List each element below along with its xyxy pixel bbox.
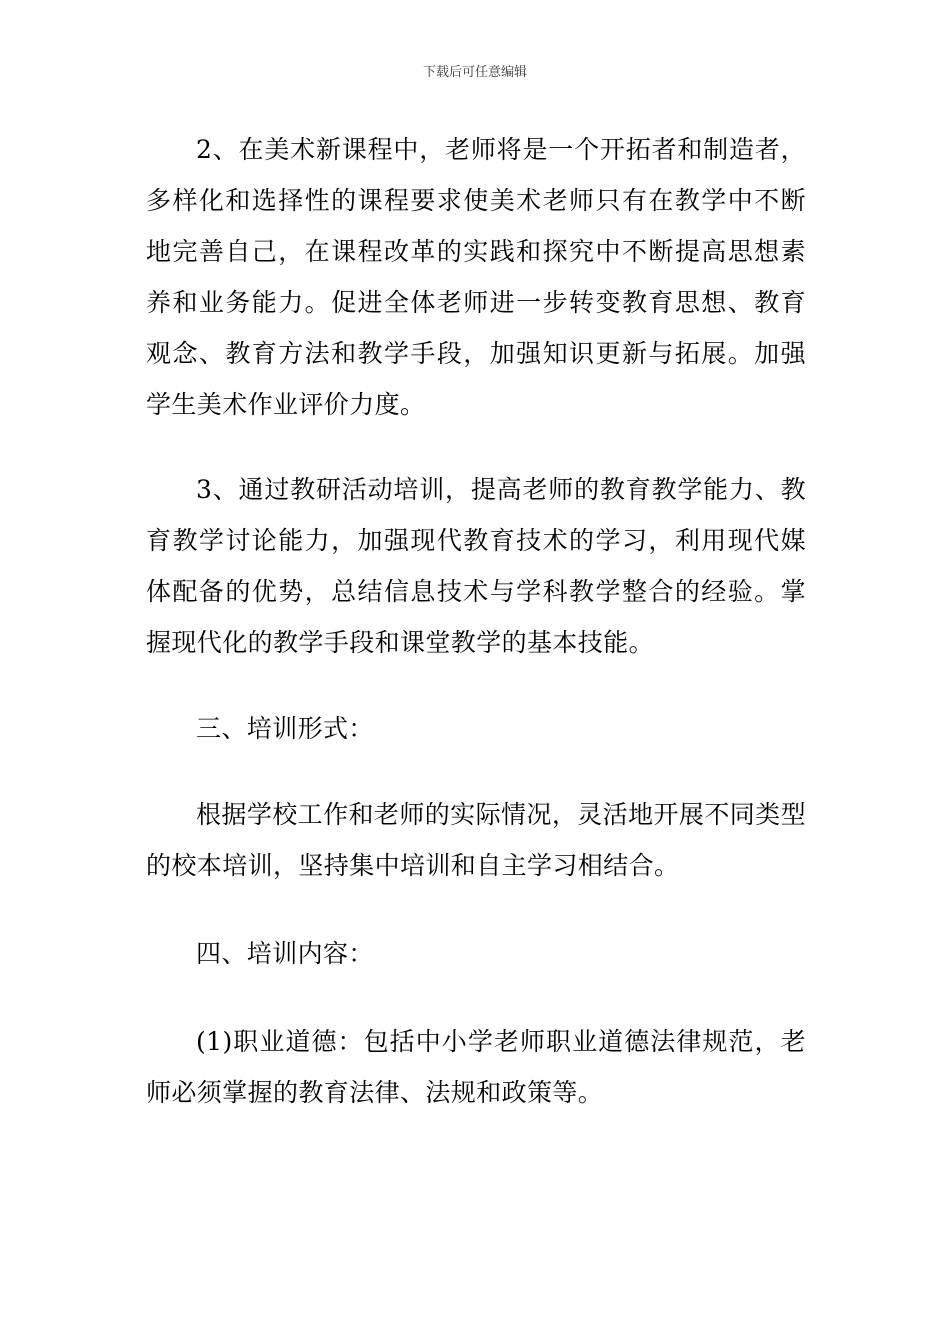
paragraph-goal-3: 3、通过教研活动培训，提高老师的教育教学能力、教育教学讨论能力，加强现代教育技术的学习，利用现代媒体配备的优势，总结信息技术与学科教学整合的经验。掌握现代化的教学手段和课堂教学的基本技能。	[146, 475, 806, 657]
document-body	[146, 124, 806, 1118]
section-heading-training-content: 四、培训内容：	[196, 939, 374, 968]
paragraph-professional-ethics: (1)职业道德：包括中小学老师职业道德法律规范，老师必须掌握的教育法律、法规和政策等。	[146, 1027, 806, 1107]
section-heading-training-form: 三、培训形式：	[196, 714, 374, 743]
page-header: 下载后可任意编辑	[422, 65, 527, 80]
paragraph-training-form: 根据学校工作和老师的实际情况，灵活地开展不同类型的校本培训，坚持集中培训和自主学习相结合。	[146, 800, 806, 880]
paragraph-goal-2: 2、在美术新课程中，老师将是一个开拓者和制造者，多样化和选择性的课程要求使美术老师只有在教学中不断地完善自己，在课程改革的实践和探究中不断提高思想素养和业务能力。促进全体老师进一步转变教育思想、教育观念、教育方法和教学手段，加强知识更新与拓展。加强学生美术作业评价力度。	[146, 135, 806, 419]
